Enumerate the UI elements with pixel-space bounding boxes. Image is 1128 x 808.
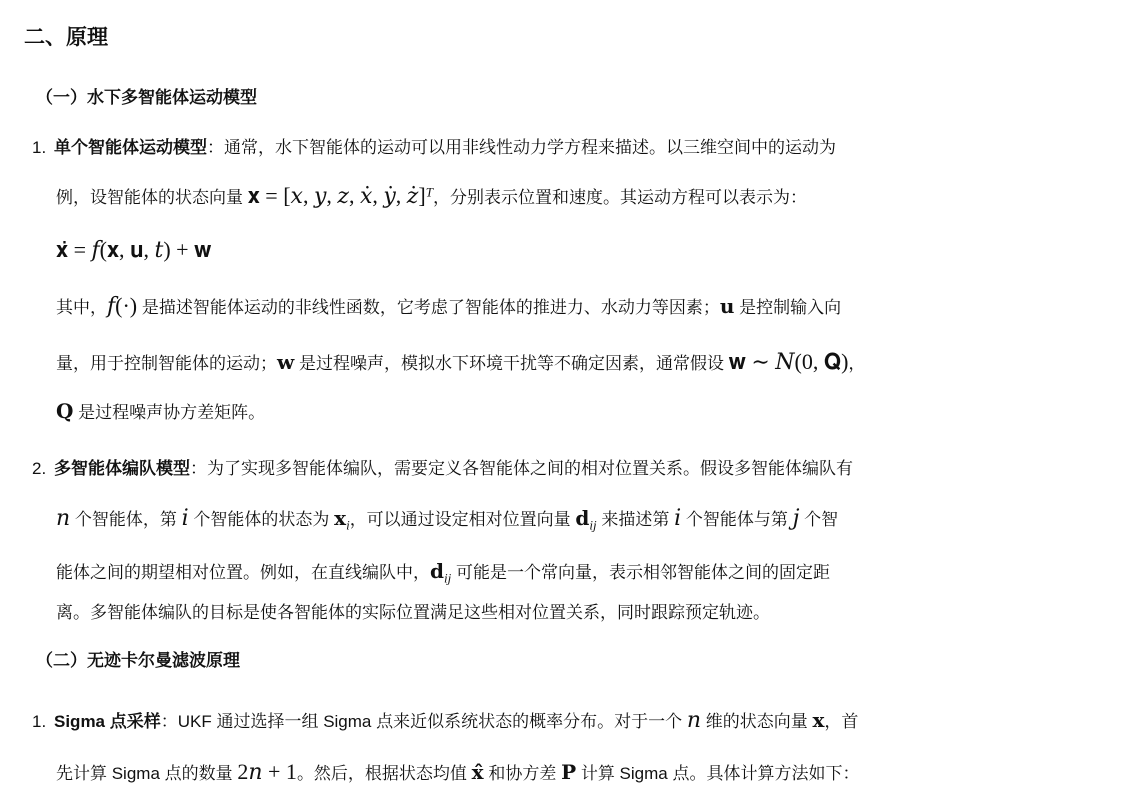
text: ，	[848, 354, 866, 373]
subsection-title-motion-model: （一）水下多智能体运动模型	[36, 88, 257, 107]
section-heading: 二、原理	[24, 26, 108, 49]
list-item-single-agent-line5	[56, 348, 865, 378]
subscript-i: i	[346, 517, 350, 533]
text: 是过程噪声，模拟水下环境干扰等不确定因素，通常假设	[294, 354, 729, 373]
text: 维的状态向量	[701, 712, 813, 731]
symbol-n: 𝑛	[56, 505, 71, 530]
list-item-sigma-line1	[32, 706, 858, 736]
text: ，分别表示位置和速度。其运动方程可以表示为：	[432, 188, 807, 207]
transpose-superscript: T	[425, 184, 433, 200]
equation-formula: 𝐱̇ = 𝑓(𝐱, 𝐮, 𝑡) + 𝐰	[56, 237, 212, 262]
text: 例，设智能体的状态向量	[56, 188, 248, 207]
text: 其中，	[56, 298, 107, 317]
symbol-i: 𝑖	[674, 505, 682, 530]
list-item-single-agent-line6	[56, 398, 265, 427]
text: 能体之间的期望相对位置。例如，在直线编队中，	[56, 563, 430, 582]
list-item-formation-line3	[56, 558, 830, 587]
text: 。然后，根据状态均值	[296, 764, 472, 783]
text: 和协方差	[483, 764, 562, 783]
list-item-formation-line1	[32, 455, 853, 483]
symbol-i: 𝑖	[181, 505, 189, 530]
state-vector-formula: 𝐱 = [𝑥, 𝑦, 𝑧, 𝑥̇, 𝑦̇, 𝑧̇]	[247, 183, 426, 208]
noise-distribution-formula: 𝐰 ∼ 𝑁(0, 𝐐)	[728, 349, 849, 374]
symbol-d: 𝐝	[575, 508, 590, 530]
text: 是过程噪声协方差矩阵。	[73, 403, 266, 422]
symbol-x: 𝐱	[334, 508, 347, 530]
symbol-p: 𝐏	[561, 762, 577, 784]
list-number: 2.	[32, 459, 47, 478]
text: ：为了实现多智能体编队，需要定义各智能体之间的相对位置关系。假设多智能体编队有	[190, 459, 853, 478]
list-number: 1.	[32, 712, 47, 731]
symbol-n: 𝑛	[686, 707, 701, 732]
motion-equation	[56, 236, 211, 266]
text: 个智能体与第	[681, 510, 793, 529]
text: 个智能体，第	[70, 510, 182, 529]
list-item-formation-line2	[56, 504, 838, 534]
text: 是描述智能体运动的非线性函数，它考虑了智能体的推进力、水动力等因素；	[137, 298, 720, 317]
term-formation-model: 多智能体编队模型	[54, 459, 190, 478]
term-sigma-sampling: Sigma 点采样	[54, 712, 161, 731]
text: 可能是一个常向量，表示相邻智能体之间的固定距	[451, 563, 830, 582]
text: ：UKF 通过选择一组 Sigma 点来近似系统状态的概率分布。对于一个	[160, 712, 687, 731]
text: ，可以通过设定相对位置向量	[349, 510, 576, 529]
subscript-ij: ij	[589, 517, 597, 533]
subscript-ij: ij	[443, 570, 452, 586]
text: 先计算 Sigma 点的数量	[56, 764, 238, 783]
symbol-j: 𝑗	[792, 505, 800, 530]
list-item-formation-line4	[56, 599, 770, 627]
symbol-q: 𝐐	[56, 401, 74, 423]
text: ：通常，水下智能体的运动可以用非线性动力学方程来描述。以三维空间中的运动为	[207, 138, 836, 157]
symbol-d: 𝐝	[430, 561, 444, 583]
symbol-u: 𝐮	[719, 296, 735, 318]
list-item-single-agent-line4	[56, 292, 841, 322]
text: 个智能体的状态为	[188, 510, 335, 529]
symbol-x: 𝐱	[812, 710, 825, 732]
function-f: 𝑓(·)	[107, 293, 138, 318]
symbol-w: 𝐰	[277, 352, 295, 374]
list-item-single-agent-line2	[56, 182, 807, 212]
text: 计算 Sigma 点。具体计算方法如下：	[576, 764, 860, 783]
text: 来描述第	[596, 510, 675, 529]
text: 量，用于控制智能体的运动；	[56, 354, 277, 373]
list-item-single-agent-line1	[32, 134, 836, 162]
list-item-sigma-line2	[56, 758, 859, 788]
text: ，首	[824, 712, 859, 731]
sigma-count-formula: 2𝑛 + 1	[237, 759, 297, 784]
subsection-title-ukf: （二）无迹卡尔曼滤波原理	[36, 651, 240, 670]
text: 离。多智能体编队的目标是使各智能体的实际位置满足这些相对位置关系，同时跟踪预定轨迹。	[56, 603, 770, 622]
term-single-agent-model: 单个智能体运动模型	[54, 138, 207, 157]
text: 个智	[799, 510, 839, 529]
symbol-x-hat: 𝐱̂	[471, 762, 484, 784]
text: 是控制输入向	[734, 298, 842, 317]
list-number: 1.	[32, 138, 47, 157]
